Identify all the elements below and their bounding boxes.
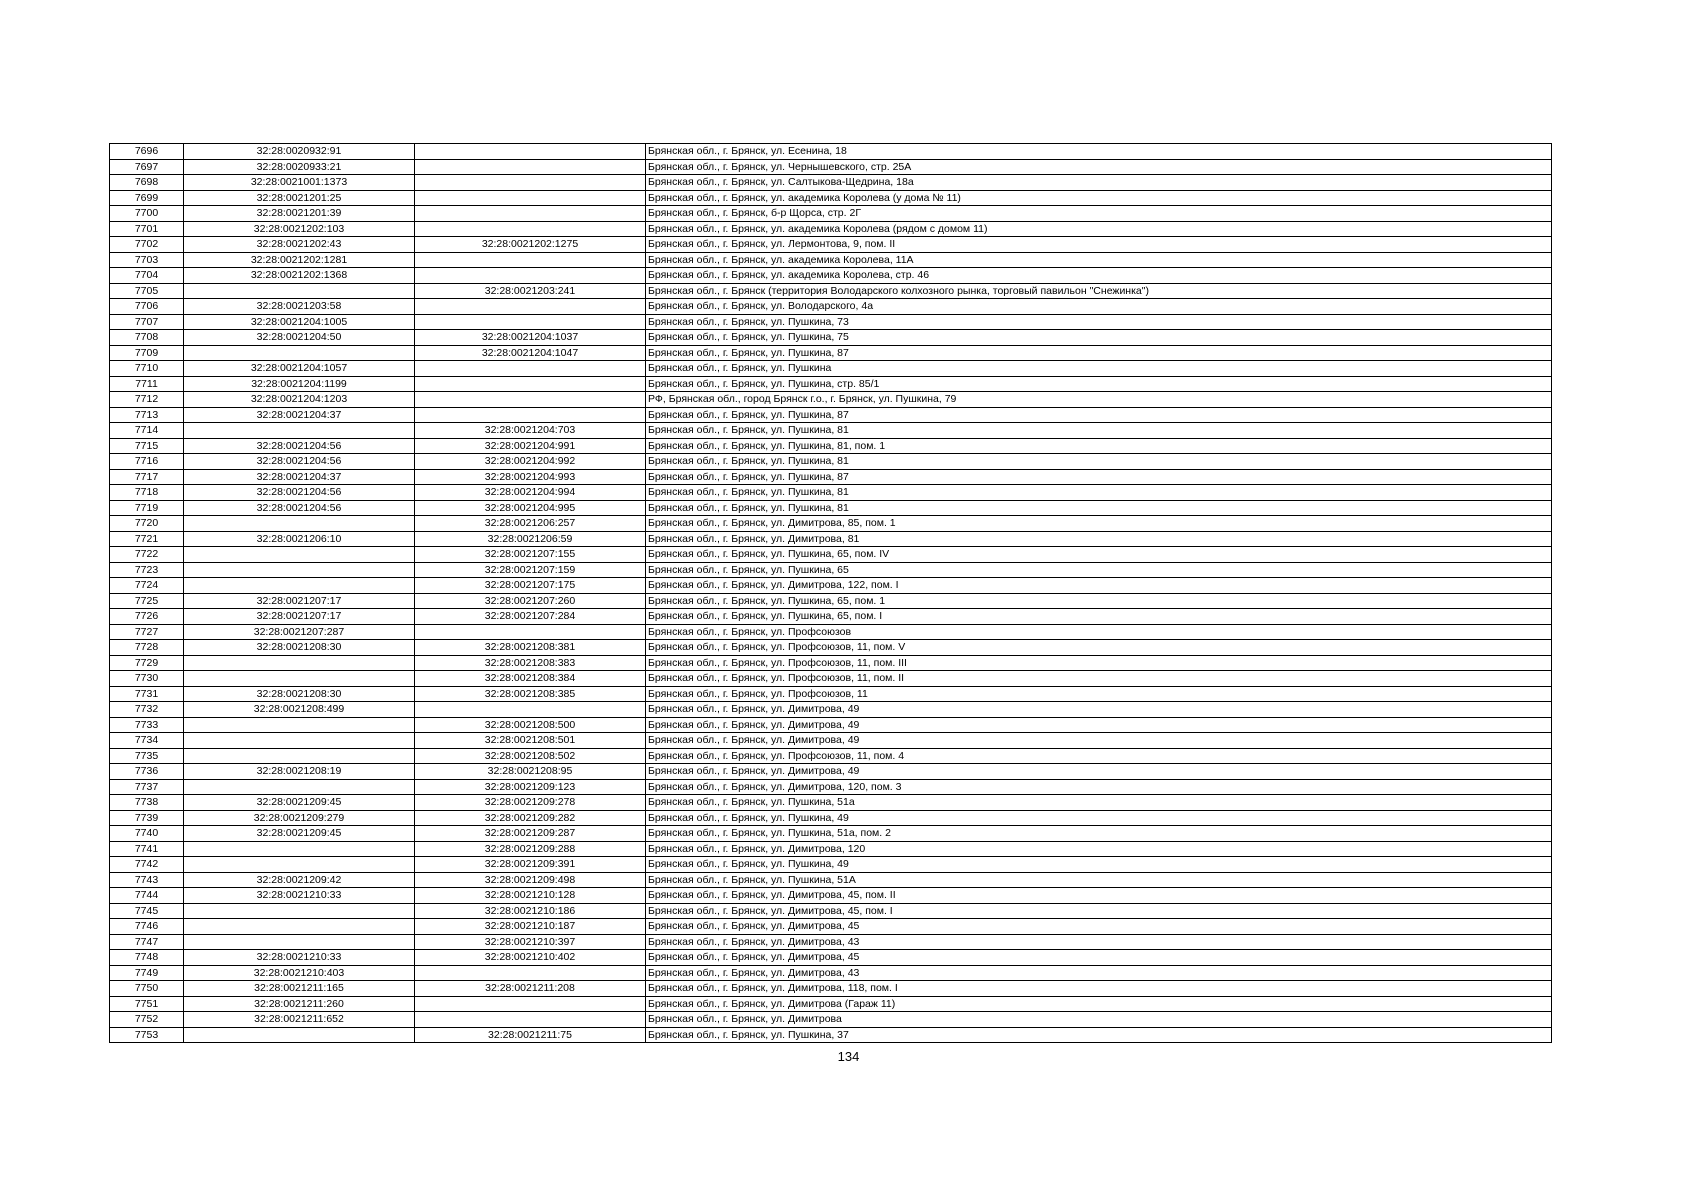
object-cadastral-number-cell: [415, 221, 646, 237]
cadastral-number-cell: [184, 671, 415, 687]
row-number-cell: 7696: [110, 144, 184, 160]
cadastral-number-cell: 32:28:0021209:42: [184, 872, 415, 888]
object-cadastral-number-cell: 32:28:0021209:391: [415, 857, 646, 873]
address-cell: Брянская обл., г. Брянск, ул. Профсоюзов, 11, пом. 4: [646, 748, 1552, 764]
row-number-cell: 7744: [110, 888, 184, 904]
cadastral-number-cell: 32:28:0020933:21: [184, 159, 415, 175]
row-number-cell: 7711: [110, 376, 184, 392]
object-cadastral-number-cell: [415, 624, 646, 640]
object-cadastral-number-cell: [415, 965, 646, 981]
object-cadastral-number-cell: 32:28:0021204:992: [415, 454, 646, 470]
object-cadastral-number-cell: [415, 314, 646, 330]
row-number-cell: 7737: [110, 779, 184, 795]
object-cadastral-number-cell: 32:28:0021204:1047: [415, 345, 646, 361]
table-row: [110, 609, 1552, 625]
table-row: [110, 810, 1552, 826]
row-number-cell: 7728: [110, 640, 184, 656]
cadastral-number-cell: [184, 283, 415, 299]
address-cell: Брянская обл., г. Брянск, ул. Пушкина, 81: [646, 500, 1552, 516]
object-cadastral-number-cell: 32:28:0021204:993: [415, 469, 646, 485]
address-cell: Брянская обл., г. Брянск, ул. Димитрова (Гараж 11): [646, 996, 1552, 1012]
cadastral-number-cell: 32:28:0021207:17: [184, 609, 415, 625]
address-cell: Брянская обл., г. Брянск, ул. Димитрова, 45: [646, 950, 1552, 966]
table-row: [110, 919, 1552, 935]
cadastral-number-cell: [184, 423, 415, 439]
cadastral-number-cell: 32:28:0021202:103: [184, 221, 415, 237]
row-number-cell: 7726: [110, 609, 184, 625]
cadastral-number-cell: 32:28:0021201:39: [184, 206, 415, 222]
address-cell: Брянская обл., г. Брянск, ул. академика Королева, стр. 46: [646, 268, 1552, 284]
row-number-cell: 7743: [110, 872, 184, 888]
table-row: [110, 283, 1552, 299]
address-cell: Брянская обл., г. Брянск, ул. Есенина, 18: [646, 144, 1552, 160]
table-row: [110, 888, 1552, 904]
table-row: [110, 950, 1552, 966]
row-number-cell: 7713: [110, 407, 184, 423]
row-number-cell: 7715: [110, 438, 184, 454]
object-cadastral-number-cell: [415, 190, 646, 206]
table-row: [110, 500, 1552, 516]
row-number-cell: 7752: [110, 1012, 184, 1028]
address-cell: Брянская обл., г. Брянск, ул. Пушкина, 49: [646, 810, 1552, 826]
object-cadastral-number-cell: 32:28:0021207:175: [415, 578, 646, 594]
row-number-cell: 7749: [110, 965, 184, 981]
row-number-cell: 7702: [110, 237, 184, 253]
cadastral-number-cell: 32:28:0020932:91: [184, 144, 415, 160]
row-number-cell: 7740: [110, 826, 184, 842]
address-cell: Брянская обл., г. Брянск, ул. академика Королева, 11А: [646, 252, 1552, 268]
object-cadastral-number-cell: 32:28:0021210:402: [415, 950, 646, 966]
cadastral-number-cell: [184, 578, 415, 594]
address-cell: Брянская обл., г. Брянск, ул. Профсоюзов, 11, пом. II: [646, 671, 1552, 687]
table-row: [110, 640, 1552, 656]
table-row: [110, 903, 1552, 919]
row-number-cell: 7727: [110, 624, 184, 640]
object-cadastral-number-cell: 32:28:0021209:278: [415, 795, 646, 811]
address-cell: Брянская обл., г. Брянск, ул. Пушкина, 81, пом. 1: [646, 438, 1552, 454]
row-number-cell: 7708: [110, 330, 184, 346]
table-row: [110, 423, 1552, 439]
address-cell: Брянская обл., г. Брянск, ул. Пушкина, стр. 85/1: [646, 376, 1552, 392]
object-cadastral-number-cell: 32:28:0021204:995: [415, 500, 646, 516]
cadastral-number-cell: 32:28:0021208:499: [184, 702, 415, 718]
address-cell: Брянская обл., г. Брянск, ул. Димитрова, 49: [646, 717, 1552, 733]
address-cell: Брянская обл., г. Брянск, ул. Профсоюзов, 11, пом. III: [646, 655, 1552, 671]
row-number-cell: 7746: [110, 919, 184, 935]
cadastral-number-cell: [184, 345, 415, 361]
object-cadastral-number-cell: [415, 407, 646, 423]
address-cell: Брянская обл., г. Брянск, ул. Пушкина, 51А: [646, 872, 1552, 888]
object-cadastral-number-cell: 32:28:0021210:186: [415, 903, 646, 919]
address-cell: Брянская обл., г. Брянск, ул. Лермонтова, 9, пом. II: [646, 237, 1552, 253]
row-number-cell: 7734: [110, 733, 184, 749]
cadastral-number-cell: 32:28:0021204:56: [184, 485, 415, 501]
address-cell: Брянская обл., г. Брянск, ул. Димитрова, 49: [646, 702, 1552, 718]
row-number-cell: 7753: [110, 1027, 184, 1043]
table-row: [110, 578, 1552, 594]
address-cell: Брянская обл., г. Брянск, ул. Пушкина, 49: [646, 857, 1552, 873]
object-cadastral-number-cell: 32:28:0021208:500: [415, 717, 646, 733]
cadastral-number-cell: 32:28:0021208:30: [184, 686, 415, 702]
cadastral-number-cell: 32:28:0021211:165: [184, 981, 415, 997]
object-cadastral-number-cell: 32:28:0021207:260: [415, 593, 646, 609]
object-cadastral-number-cell: 32:28:0021202:1275: [415, 237, 646, 253]
row-number-cell: 7735: [110, 748, 184, 764]
table-row: [110, 376, 1552, 392]
row-number-cell: 7729: [110, 655, 184, 671]
cadastral-number-cell: [184, 562, 415, 578]
row-number-cell: 7719: [110, 500, 184, 516]
address-cell: Брянская обл., г. Брянск, ул. Димитрова, 118, пом. I: [646, 981, 1552, 997]
object-cadastral-number-cell: 32:28:0021211:75: [415, 1027, 646, 1043]
object-cadastral-number-cell: [415, 702, 646, 718]
table-row: [110, 593, 1552, 609]
object-cadastral-number-cell: 32:28:0021209:282: [415, 810, 646, 826]
row-number-cell: 7697: [110, 159, 184, 175]
object-cadastral-number-cell: 32:28:0021208:95: [415, 764, 646, 780]
table-row: [110, 221, 1552, 237]
object-cadastral-number-cell: 32:28:0021204:703: [415, 423, 646, 439]
table-row: [110, 779, 1552, 795]
table-row: [110, 237, 1552, 253]
table-row: [110, 965, 1552, 981]
table-row: [110, 345, 1552, 361]
address-cell: Брянская обл., г. Брянск, ул. Пушкина, 65: [646, 562, 1552, 578]
address-cell: Брянская обл., г. Брянск, ул. Пушкина, 51а, пом. 2: [646, 826, 1552, 842]
object-cadastral-number-cell: [415, 299, 646, 315]
object-cadastral-number-cell: 32:28:0021204:991: [415, 438, 646, 454]
table-row: [110, 764, 1552, 780]
table-row: [110, 1012, 1552, 1028]
object-cadastral-number-cell: 32:28:0021208:381: [415, 640, 646, 656]
object-cadastral-number-cell: [415, 392, 646, 408]
table-row: [110, 252, 1552, 268]
object-cadastral-number-cell: 32:28:0021209:287: [415, 826, 646, 842]
table-row: [110, 624, 1552, 640]
table-row: [110, 841, 1552, 857]
row-number-cell: 7730: [110, 671, 184, 687]
object-cadastral-number-cell: [415, 144, 646, 160]
object-cadastral-number-cell: 32:28:0021211:208: [415, 981, 646, 997]
cadastral-number-cell: 32:28:0021209:279: [184, 810, 415, 826]
row-number-cell: 7724: [110, 578, 184, 594]
row-number-cell: 7718: [110, 485, 184, 501]
table-row: [110, 299, 1552, 315]
cadastral-number-cell: 32:28:0021209:45: [184, 826, 415, 842]
object-cadastral-number-cell: [415, 252, 646, 268]
row-number-cell: 7710: [110, 361, 184, 377]
table-row: [110, 934, 1552, 950]
cadastral-number-cell: [184, 655, 415, 671]
cadastral-number-cell: 32:28:0021211:260: [184, 996, 415, 1012]
object-cadastral-number-cell: 32:28:0021206:59: [415, 531, 646, 547]
row-number-cell: 7707: [110, 314, 184, 330]
address-cell: Брянская обл., г. Брянск, ул. Димитрова, 49: [646, 764, 1552, 780]
object-cadastral-number-cell: 32:28:0021204:1037: [415, 330, 646, 346]
table-row: [110, 872, 1552, 888]
cadastral-number-cell: [184, 748, 415, 764]
cadastral-number-cell: 32:28:0021211:652: [184, 1012, 415, 1028]
object-cadastral-number-cell: [415, 268, 646, 284]
table-row: [110, 438, 1552, 454]
cadastral-number-cell: 32:28:0021001:1373: [184, 175, 415, 191]
cadastral-number-cell: [184, 733, 415, 749]
cadastral-number-cell: 32:28:0021204:1057: [184, 361, 415, 377]
object-cadastral-number-cell: 32:28:0021208:502: [415, 748, 646, 764]
table-row: [110, 671, 1552, 687]
registry-table: [109, 143, 1552, 1043]
object-cadastral-number-cell: [415, 996, 646, 1012]
object-cadastral-number-cell: 32:28:0021209:288: [415, 841, 646, 857]
table-row: [110, 144, 1552, 160]
table-row: [110, 314, 1552, 330]
cadastral-number-cell: 32:28:0021204:56: [184, 454, 415, 470]
row-number-cell: 7716: [110, 454, 184, 470]
object-cadastral-number-cell: 32:28:0021203:241: [415, 283, 646, 299]
address-cell: Брянская обл., г. Брянск, ул. Пушкина, 37: [646, 1027, 1552, 1043]
table-row: [110, 268, 1552, 284]
address-cell: Брянская обл., г. Брянск (территория Володарского колхозного рынка, торговый павильон "Снежинка"): [646, 283, 1552, 299]
cadastral-number-cell: 32:28:0021208:30: [184, 640, 415, 656]
object-cadastral-number-cell: 32:28:0021207:284: [415, 609, 646, 625]
table-row: [110, 562, 1552, 578]
cadastral-number-cell: [184, 903, 415, 919]
row-number-cell: 7748: [110, 950, 184, 966]
row-number-cell: 7701: [110, 221, 184, 237]
row-number-cell: 7747: [110, 934, 184, 950]
cadastral-number-cell: [184, 779, 415, 795]
registry-table-body: [110, 144, 1552, 1043]
row-number-cell: 7698: [110, 175, 184, 191]
address-cell: Брянская обл., г. Брянск, ул. Пушкина, 65, пом. I: [646, 609, 1552, 625]
address-cell: Брянская обл., г. Брянск, ул. Пушкина, 75: [646, 330, 1552, 346]
table-row: [110, 857, 1552, 873]
row-number-cell: 7731: [110, 686, 184, 702]
row-number-cell: 7705: [110, 283, 184, 299]
address-cell: Брянская обл., г. Брянск, ул. Пушкина, 87: [646, 345, 1552, 361]
row-number-cell: 7745: [110, 903, 184, 919]
address-cell: Брянская обл., г. Брянск, ул. Димитрова, 49: [646, 733, 1552, 749]
address-cell: Брянская обл., г. Брянск, ул. Профсоюзов, 11, пом. V: [646, 640, 1552, 656]
table-row: [110, 392, 1552, 408]
table-row: [110, 330, 1552, 346]
row-number-cell: 7732: [110, 702, 184, 718]
row-number-cell: 7714: [110, 423, 184, 439]
object-cadastral-number-cell: [415, 206, 646, 222]
object-cadastral-number-cell: 32:28:0021204:994: [415, 485, 646, 501]
address-cell: Брянская обл., г. Брянск, ул. Чернышевского, стр. 25А: [646, 159, 1552, 175]
cadastral-number-cell: 32:28:0021204:1199: [184, 376, 415, 392]
address-cell: РФ, Брянская обл., город Брянск г.о., г. Брянск, ул. Пушкина, 79: [646, 392, 1552, 408]
row-number-cell: 7739: [110, 810, 184, 826]
table-row: [110, 531, 1552, 547]
address-cell: Брянская обл., г. Брянск, ул. Пушкина, 81: [646, 485, 1552, 501]
object-cadastral-number-cell: [415, 376, 646, 392]
object-cadastral-number-cell: 32:28:0021209:123: [415, 779, 646, 795]
cadastral-number-cell: 32:28:0021207:287: [184, 624, 415, 640]
table-row: [110, 190, 1552, 206]
address-cell: Брянская обл., г. Брянск, ул. академика Королева (у дома № 11): [646, 190, 1552, 206]
address-cell: Брянская обл., г. Брянск, ул. академика Королева (рядом с домом 11): [646, 221, 1552, 237]
cadastral-number-cell: 32:28:0021208:19: [184, 764, 415, 780]
cadastral-number-cell: 32:28:0021202:43: [184, 237, 415, 253]
cadastral-number-cell: 32:28:0021210:403: [184, 965, 415, 981]
cadastral-number-cell: 32:28:0021204:50: [184, 330, 415, 346]
cadastral-number-cell: [184, 841, 415, 857]
cadastral-number-cell: 32:28:0021204:37: [184, 469, 415, 485]
row-number-cell: 7722: [110, 547, 184, 563]
table-row: [110, 702, 1552, 718]
address-cell: Брянская обл., г. Брянск, ул. Димитрова, 122, пом. I: [646, 578, 1552, 594]
table-row: [110, 516, 1552, 532]
cadastral-number-cell: 32:28:0021210:33: [184, 950, 415, 966]
object-cadastral-number-cell: [415, 1012, 646, 1028]
address-cell: Брянская обл., г. Брянск, ул. Димитрова, 43: [646, 934, 1552, 950]
cadastral-number-cell: 32:28:0021210:33: [184, 888, 415, 904]
table-row: [110, 485, 1552, 501]
row-number-cell: 7717: [110, 469, 184, 485]
row-number-cell: 7709: [110, 345, 184, 361]
row-number-cell: 7703: [110, 252, 184, 268]
address-cell: Брянская обл., г. Брянск, ул. Пушкина, 65, пом. IV: [646, 547, 1552, 563]
address-cell: Брянская обл., г. Брянск, ул. Димитрова, 120, пом. 3: [646, 779, 1552, 795]
row-number-cell: 7750: [110, 981, 184, 997]
cadastral-number-cell: 32:28:0021209:45: [184, 795, 415, 811]
table-row: [110, 981, 1552, 997]
cadastral-number-cell: 32:28:0021204:1203: [184, 392, 415, 408]
table-row: [110, 686, 1552, 702]
address-cell: Брянская обл., г. Брянск, ул. Димитрова, 120: [646, 841, 1552, 857]
table-row: [110, 826, 1552, 842]
row-number-cell: 7704: [110, 268, 184, 284]
cadastral-number-cell: 32:28:0021203:58: [184, 299, 415, 315]
address-cell: Брянская обл., г. Брянск, ул. Пушкина, 87: [646, 407, 1552, 423]
address-cell: Брянская обл., г. Брянск, ул. Пушкина, 65, пом. 1: [646, 593, 1552, 609]
row-number-cell: 7733: [110, 717, 184, 733]
row-number-cell: 7712: [110, 392, 184, 408]
row-number-cell: 7742: [110, 857, 184, 873]
object-cadastral-number-cell: 32:28:0021209:498: [415, 872, 646, 888]
object-cadastral-number-cell: [415, 159, 646, 175]
table-row: [110, 361, 1552, 377]
address-cell: Брянская обл., г. Брянск, ул. Димитрова, 81: [646, 531, 1552, 547]
object-cadastral-number-cell: 32:28:0021207:155: [415, 547, 646, 563]
cadastral-number-cell: 32:28:0021204:56: [184, 500, 415, 516]
object-cadastral-number-cell: 32:28:0021208:385: [415, 686, 646, 702]
row-number-cell: 7706: [110, 299, 184, 315]
object-cadastral-number-cell: 32:28:0021206:257: [415, 516, 646, 532]
table-row: [110, 1027, 1552, 1043]
object-cadastral-number-cell: [415, 175, 646, 191]
cadastral-number-cell: [184, 934, 415, 950]
object-cadastral-number-cell: 32:28:0021210:187: [415, 919, 646, 935]
address-cell: Брянская обл., г. Брянск, ул. Пушкина, 87: [646, 469, 1552, 485]
table-row: [110, 547, 1552, 563]
cadastral-number-cell: [184, 547, 415, 563]
object-cadastral-number-cell: 32:28:0021208:383: [415, 655, 646, 671]
cadastral-number-cell: 32:28:0021207:17: [184, 593, 415, 609]
address-cell: Брянская обл., г. Брянск, ул. Профсоюзов, 11: [646, 686, 1552, 702]
row-number-cell: 7723: [110, 562, 184, 578]
object-cadastral-number-cell: [415, 361, 646, 377]
table-row: [110, 407, 1552, 423]
object-cadastral-number-cell: 32:28:0021210:128: [415, 888, 646, 904]
cadastral-number-cell: [184, 857, 415, 873]
cadastral-number-cell: [184, 717, 415, 733]
address-cell: Брянская обл., г. Брянск, ул. Профсоюзов: [646, 624, 1552, 640]
address-cell: Брянская обл., г. Брянск, б-р Щорса, стр. 2Г: [646, 206, 1552, 222]
cadastral-number-cell: 32:28:0021204:1005: [184, 314, 415, 330]
row-number-cell: 7751: [110, 996, 184, 1012]
cadastral-number-cell: [184, 516, 415, 532]
cadastral-number-cell: 32:28:0021204:56: [184, 438, 415, 454]
object-cadastral-number-cell: 32:28:0021208:384: [415, 671, 646, 687]
cadastral-number-cell: 32:28:0021206:10: [184, 531, 415, 547]
object-cadastral-number-cell: 32:28:0021207:159: [415, 562, 646, 578]
table-row: [110, 996, 1552, 1012]
row-number-cell: 7720: [110, 516, 184, 532]
table-row: [110, 469, 1552, 485]
address-cell: Брянская обл., г. Брянск, ул. Пушкина, 81: [646, 423, 1552, 439]
page-number: 134: [837, 1049, 860, 1064]
address-cell: Брянская обл., г. Брянск, ул. Димитрова, 45, пом. I: [646, 903, 1552, 919]
cadastral-number-cell: 32:28:0021202:1281: [184, 252, 415, 268]
table-row: [110, 717, 1552, 733]
address-cell: Брянская обл., г. Брянск, ул. Димитрова: [646, 1012, 1552, 1028]
row-number-cell: 7700: [110, 206, 184, 222]
row-number-cell: 7725: [110, 593, 184, 609]
address-cell: Брянская обл., г. Брянск, ул. Пушкина, 73: [646, 314, 1552, 330]
address-cell: Брянская обл., г. Брянск, ул. Пушкина: [646, 361, 1552, 377]
cadastral-number-cell: 32:28:0021202:1368: [184, 268, 415, 284]
address-cell: Брянская обл., г. Брянск, ул. Пушкина, 81: [646, 454, 1552, 470]
address-cell: Брянская обл., г. Брянск, ул. Димитрова, 43: [646, 965, 1552, 981]
address-cell: Брянская обл., г. Брянск, ул. Володарского, 4а: [646, 299, 1552, 315]
table-row: [110, 206, 1552, 222]
row-number-cell: 7741: [110, 841, 184, 857]
object-cadastral-number-cell: 32:28:0021208:501: [415, 733, 646, 749]
address-cell: Брянская обл., г. Брянск, ул. Димитрова, 45, пом. II: [646, 888, 1552, 904]
row-number-cell: 7699: [110, 190, 184, 206]
cadastral-number-cell: 32:28:0021201:25: [184, 190, 415, 206]
address-cell: Брянская обл., г. Брянск, ул. Салтыкова-Щедрина, 18а: [646, 175, 1552, 191]
table-row: [110, 795, 1552, 811]
address-cell: Брянская обл., г. Брянск, ул. Димитрова, 45: [646, 919, 1552, 935]
row-number-cell: 7736: [110, 764, 184, 780]
row-number-cell: 7721: [110, 531, 184, 547]
table-row: [110, 748, 1552, 764]
address-cell: Брянская обл., г. Брянск, ул. Пушкина, 51а: [646, 795, 1552, 811]
cadastral-number-cell: [184, 919, 415, 935]
cadastral-number-cell: [184, 1027, 415, 1043]
table-row: [110, 733, 1552, 749]
table-row: [110, 454, 1552, 470]
table-row: [110, 159, 1552, 175]
object-cadastral-number-cell: 32:28:0021210:397: [415, 934, 646, 950]
table-row: [110, 175, 1552, 191]
address-cell: Брянская обл., г. Брянск, ул. Димитрова, 85, пом. 1: [646, 516, 1552, 532]
table-row: [110, 655, 1552, 671]
row-number-cell: 7738: [110, 795, 184, 811]
cadastral-number-cell: 32:28:0021204:37: [184, 407, 415, 423]
